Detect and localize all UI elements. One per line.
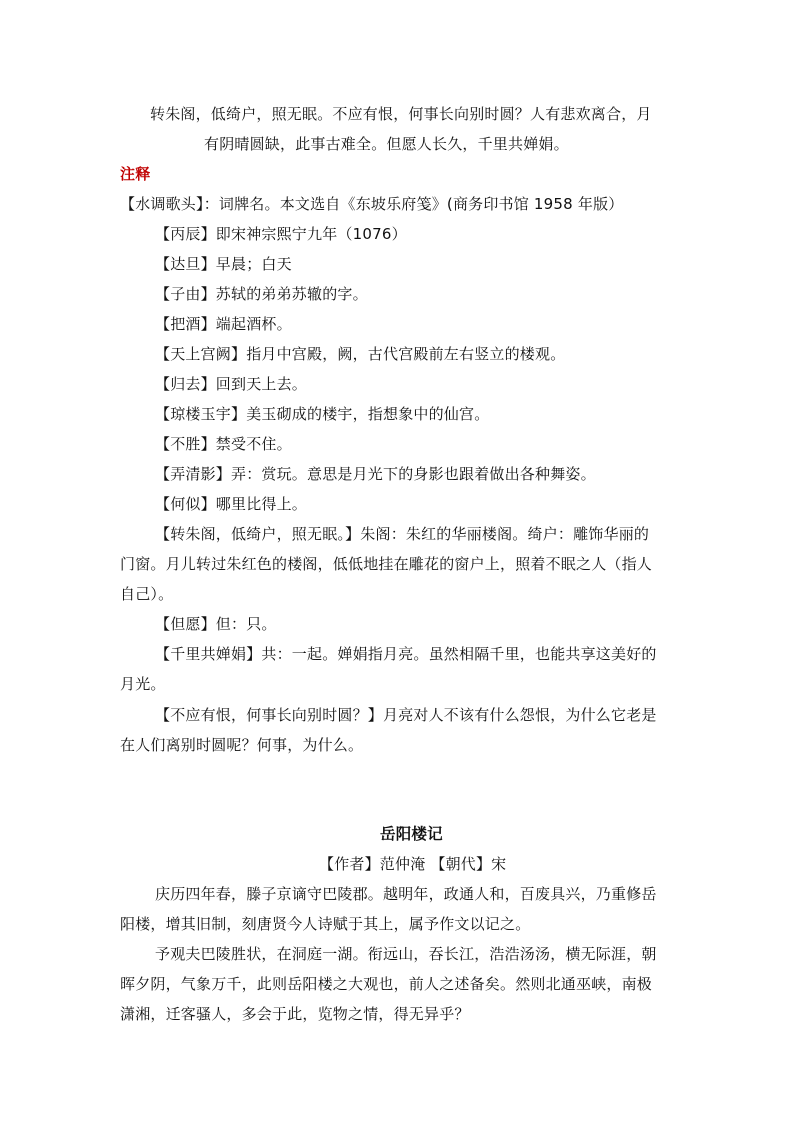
note-item: 【何似】哪里比得上。 bbox=[155, 495, 308, 513]
essay-paragraph-line: 潇湘，迁客骚人，多会于此，览物之情，得无异乎？ bbox=[120, 1005, 470, 1023]
poem-line: 有阴晴圆缺，此事古难全。但愿人长久，千里共婵娟。 bbox=[204, 135, 569, 153]
notes-heading: 注释 bbox=[120, 165, 151, 183]
note-item-continued: 自己）。 bbox=[120, 585, 174, 603]
note-item: 【不应有恨，何事长向别时圆？】月亮对人不该有什么怨恨，为什么它老是 bbox=[155, 706, 657, 724]
note-item: 【把酒】端起酒杯。 bbox=[155, 315, 292, 333]
note-item: 【天上宫阙】指月中宫殿，阙，古代宫殿前左右竖立的楼观。 bbox=[155, 345, 566, 363]
note-item: 【弄清影】弄：赏玩。意思是月光下的身影也跟着做出各种舞姿。 bbox=[155, 465, 596, 483]
note-item: 【丙辰】即宋神宗熙宁九年（1076） bbox=[155, 225, 407, 243]
essay-paragraph-line: 晖夕阴，气象万千，此则岳阳楼之大观也，前人之述备矣。然则北通巫峡，南极 bbox=[120, 975, 653, 993]
essay-paragraph-line: 庆历四年春，滕子京谪守巴陵郡。越明年，政通人和，百废具兴，乃重修岳 bbox=[155, 885, 657, 903]
note-item: 【琼楼玉宇】美玉砌成的楼宇，指想象中的仙宫。 bbox=[155, 405, 490, 423]
note-item: 【水调歌头】：词牌名。本文选自《东坡乐府笺》(商务印书馆 1958 年版） bbox=[120, 195, 624, 213]
note-item-continued: 在人们离别时圆呢？何事，为什么。 bbox=[120, 736, 364, 754]
note-item: 【达旦】早晨；白天 bbox=[155, 255, 292, 273]
poem-line: 转朱阁，低绮户，照无眠。不应有恨，何事长向别时圆？人有悲欢离合，月 bbox=[150, 105, 652, 123]
note-item: 【转朱阁，低绮户，照无眠。】朱阁：朱红的华丽楼阁。绮户：雕饰华丽的 bbox=[155, 525, 650, 543]
essay-paragraph-line: 阳楼，增其旧制，刻唐贤今人诗赋于其上，属予作文以记之。 bbox=[120, 915, 531, 933]
note-item: 【不胜】禁受不住。 bbox=[155, 435, 292, 453]
note-item: 【千里共婵娟】共：一起。婵娟指月亮。虽然相隔千里，也能共享这美好的 bbox=[155, 645, 657, 663]
note-item-continued: 月光。 bbox=[120, 675, 166, 693]
note-item: 【归去】回到天上去。 bbox=[155, 375, 308, 393]
note-item: 【子由】苏轼的弟弟苏辙的字。 bbox=[155, 285, 368, 303]
note-item-continued: 门窗。月儿转过朱红色的楼阁，低低地挂在雕花的窗户上，照着不眠之人（指人 bbox=[120, 555, 653, 573]
note-item: 【但愿】但：只。 bbox=[155, 615, 277, 633]
essay-paragraph-line: 予观夫巴陵胜状，在洞庭一湖。衔远山，吞长江，浩浩汤汤，横无际涯，朝 bbox=[155, 945, 657, 963]
essay-title: 岳阳楼记 bbox=[380, 825, 443, 843]
essay-byline: 【作者】范仲淹 【朝代】宋 bbox=[319, 855, 507, 873]
